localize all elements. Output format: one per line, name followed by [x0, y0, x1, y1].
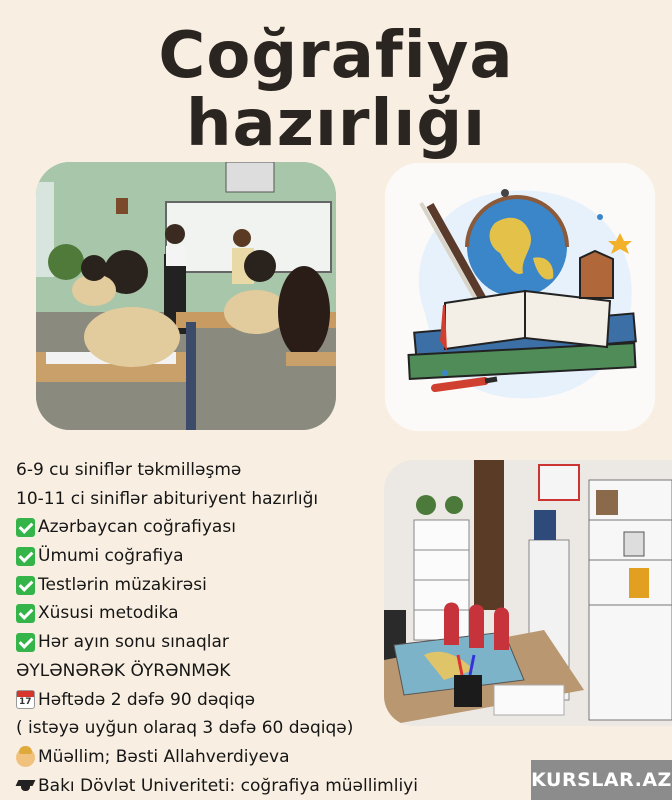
watermark-badge: KURSLAR.AZ	[531, 760, 672, 800]
list-item-text: Testlərin müzakirəsi	[38, 574, 207, 595]
list-item	[16, 513, 426, 542]
check-icon	[16, 518, 35, 537]
list-item-text: Azərbaycan coğrafiyası	[38, 517, 236, 538]
list-item-text: Müəllim; Bəsti Allahverdiyeva	[38, 746, 290, 767]
list-item	[16, 571, 426, 600]
title-line-2: hazırlığı	[185, 87, 487, 161]
teacher-icon	[16, 748, 35, 767]
title-line-1: Coğrafiya	[158, 19, 514, 93]
list-item	[16, 628, 426, 657]
list-item	[16, 485, 426, 514]
classroom-photo	[36, 162, 336, 430]
list-item	[16, 542, 426, 571]
list-item	[16, 772, 426, 800]
course-info-list	[16, 456, 426, 800]
calendar-icon	[16, 690, 35, 709]
list-item	[16, 599, 426, 628]
list-item-text: Xüsusi metodika	[38, 603, 179, 624]
classroom-office-photo	[384, 460, 672, 726]
check-icon	[16, 633, 35, 652]
list-item-text: Həftədə 2 dəfə 90 dəqiqə	[38, 689, 256, 710]
list-item-text: 10-11 ci siniflər abituriyent hazırlığı	[16, 488, 319, 509]
graduation-cap-icon	[16, 776, 35, 795]
list-item	[16, 456, 426, 485]
list-item	[16, 657, 426, 686]
list-item-text: Bakı Dövlət Univeriteti: coğrafiya müəllimliyi	[38, 775, 418, 796]
list-item	[16, 743, 426, 772]
check-icon	[16, 547, 35, 566]
globe-books-illustration	[385, 163, 655, 431]
list-item-text: ƏYLƏNƏRƏK ÖYRƏNMƏK	[16, 660, 231, 681]
list-item	[16, 714, 426, 743]
list-item	[16, 686, 426, 715]
list-item-text: ( istəyə uyğun olaraq 3 dəfə 60 dəqiqə)	[16, 718, 354, 739]
check-icon	[16, 576, 35, 595]
list-item-text: 6-9 cu siniflər təkmilləşmə	[16, 460, 242, 480]
list-item-text: Hər ayın sonu sınaqlar	[38, 632, 229, 653]
check-icon	[16, 604, 35, 623]
list-item-text: Ümumi coğrafiya	[38, 546, 184, 567]
